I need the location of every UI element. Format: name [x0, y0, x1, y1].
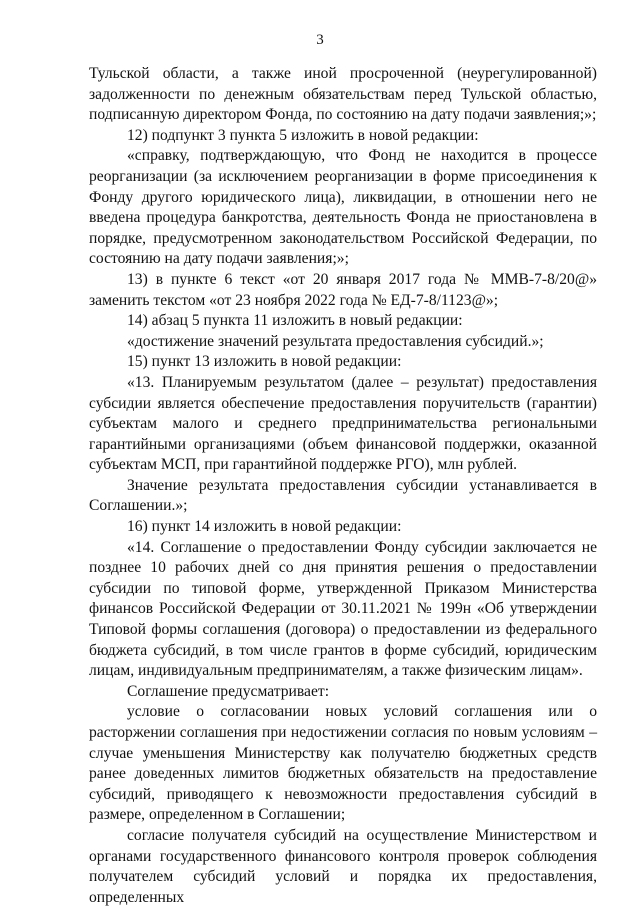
paragraph: Соглашение предусматривает:: [127, 682, 330, 700]
paragraph: «достижение значений результата предоставления субсидий.»;: [127, 332, 544, 350]
paragraph: «13. Планируемым результатом (далее – результат) предоставления субсидии является обеспечение предоставления поручительств (гарантии) субъектам малого и среднего предпринимательства региональными гарантийными организациями (объем финансовой поддержки, оказанной субъектам МСП, при гарантийной поддержке РГО), млн рублей.: [89, 373, 597, 474]
document-body: [89, 64, 597, 908]
paragraph: Тульской области, а также иной просроченной (неурегулированной) задолженности по денежным обязательствам перед Тульской областью, подписанную директором Фонда, по состоянию на дату подачи заявления;»;: [89, 65, 597, 124]
paragraph: 13) в пункте 6 текст «от 20 января 2017 года № ММВ-7-8/20@» заменить текстом «от 23 ноября 2022 года № ЕД-7-8/1123@»;: [89, 270, 597, 309]
paragraph: «справку, подтверждающую, что Фонд не находится в процессе реорганизации (за исключением реорганизации в форме присоединения к Фонду другого юридического лица), ликвидации, в отношении него не введена процедура банкротства, деятельность Фонда не приостановлена в порядке, предусмотренном законодательством Российской Федерации, по состоянию на дату подачи заявления;»;: [89, 147, 597, 268]
paragraph: «14. Соглашение о предоставлении Фонду субсидии заключается не позднее 10 рабочих дней со дня принятия решения о предоставлении субсидии по типовой форме, утвержденной Приказом Министерства финансов Российской Федерации от 30.11.2021 № 199н «Об утверждении Типовой формы соглашения (договора) о предоставлении из федерального бюджета субсидий, в том числе грантов в форме субсидий, юридическим лицам, индивидуальным предпринимателям, а также физическим лицам».: [89, 538, 597, 680]
paragraph: Значение результата предоставления субсидии устанавливается в Соглашении.»;: [89, 476, 597, 515]
paragraph: 12) подпункт 3 пункта 5 изложить в новой редакции:: [127, 126, 479, 144]
paragraph: 15) пункт 13 изложить в новой редакции:: [127, 353, 402, 371]
paragraph: условие о согласовании новых условий соглашения или о расторжении соглашения при недостижении согласия по новым условиям – случае уменьшения Министерству как получателю бюджетных средств ранее доведенных лимитов бюджетных обязательств на предоставление субсидий, приводящего к невозможности предоставления субсидий в размере, определенном в Соглашении;: [89, 703, 597, 824]
page-number: 3: [316, 32, 324, 48]
paragraph: 16) пункт 14 изложить в новой редакции:: [127, 518, 402, 536]
paragraph: 14) абзац 5 пункта 11 изложить в новый редакции:: [127, 312, 463, 330]
paragraph: согласие получателя субсидий на осуществление Министерством и органами государственного финансового контроля проверок соблюдения получателем субсидий условий и порядка их предоставления, определенных: [89, 826, 597, 906]
